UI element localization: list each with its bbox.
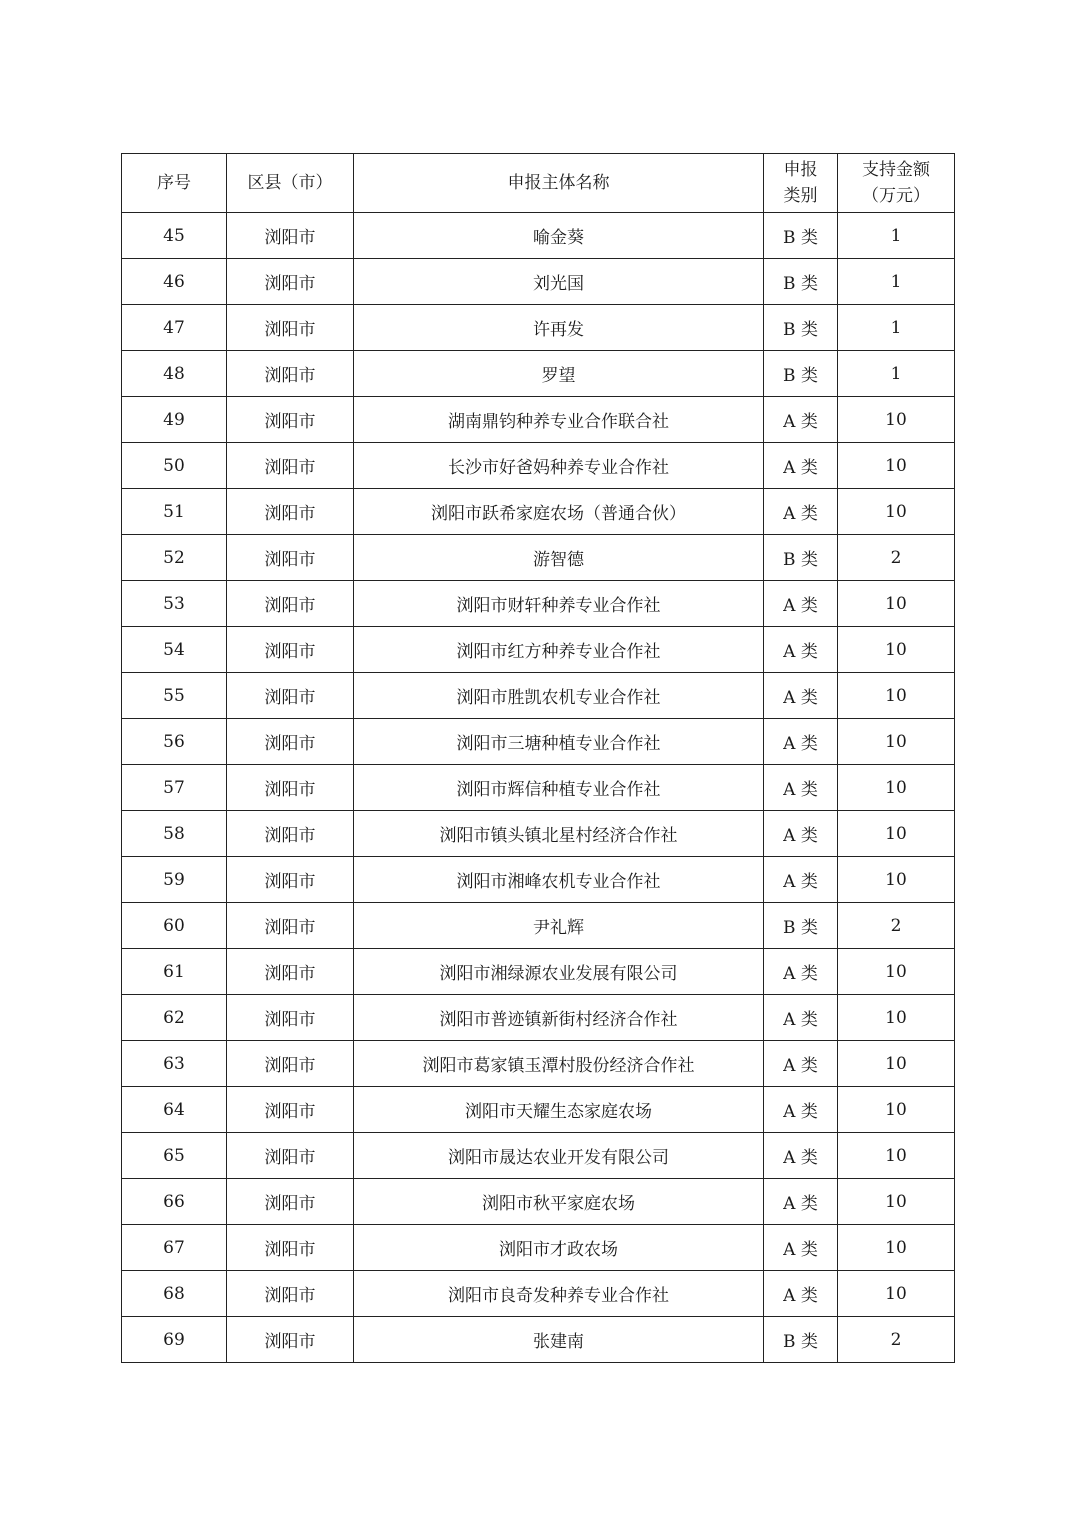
cell-amount: 2 <box>838 903 955 949</box>
cell-county: 浏阳市 <box>227 1133 354 1179</box>
table-row <box>122 259 955 305</box>
cell-no: 57 <box>122 765 227 811</box>
cell-no: 52 <box>122 535 227 581</box>
cell-amount: 1 <box>838 351 955 397</box>
header-county: 区县（市） <box>227 154 354 213</box>
cell-county: 浏阳市 <box>227 719 354 765</box>
cell-category: A 类 <box>764 949 838 995</box>
cell-no: 69 <box>122 1317 227 1363</box>
table-row <box>122 903 955 949</box>
cell-county: 浏阳市 <box>227 1317 354 1363</box>
cell-category: A 类 <box>764 995 838 1041</box>
table-row <box>122 1317 955 1363</box>
header-category-line2: 类别 <box>783 186 818 206</box>
table-row <box>122 627 955 673</box>
cell-county: 浏阳市 <box>227 811 354 857</box>
cell-no: 48 <box>122 351 227 397</box>
cell-category: A 类 <box>764 1041 838 1087</box>
cell-county: 浏阳市 <box>227 305 354 351</box>
cell-no: 59 <box>122 857 227 903</box>
cell-category: B 类 <box>764 535 838 581</box>
table-row <box>122 1225 955 1271</box>
table-row <box>122 995 955 1041</box>
table-row <box>122 949 955 995</box>
cell-amount: 10 <box>838 1179 955 1225</box>
cell-no: 45 <box>122 213 227 259</box>
cell-name: 浏阳市才政农场 <box>354 1225 764 1271</box>
cell-name: 浏阳市晟达农业开发有限公司 <box>354 1133 764 1179</box>
cell-county: 浏阳市 <box>227 397 354 443</box>
cell-name: 尹礼辉 <box>354 903 764 949</box>
cell-no: 62 <box>122 995 227 1041</box>
cell-name: 张建南 <box>354 1317 764 1363</box>
cell-category: A 类 <box>764 443 838 489</box>
cell-name: 浏阳市跃希家庭农场（普通合伙） <box>354 489 764 535</box>
cell-category: A 类 <box>764 397 838 443</box>
cell-category: A 类 <box>764 1225 838 1271</box>
cell-name: 浏阳市湘绿源农业发展有限公司 <box>354 949 764 995</box>
cell-county: 浏阳市 <box>227 259 354 305</box>
cell-name: 许再发 <box>354 305 764 351</box>
table-row <box>122 673 955 719</box>
cell-name: 罗望 <box>354 351 764 397</box>
cell-amount: 10 <box>838 765 955 811</box>
cell-amount: 10 <box>838 397 955 443</box>
cell-no: 68 <box>122 1271 227 1317</box>
cell-no: 58 <box>122 811 227 857</box>
cell-category: A 类 <box>764 1133 838 1179</box>
header-no: 序号 <box>122 154 227 213</box>
cell-amount: 10 <box>838 995 955 1041</box>
header-amount-line1: 支持金额 <box>862 160 930 180</box>
cell-amount: 2 <box>838 1317 955 1363</box>
cell-amount: 1 <box>838 305 955 351</box>
cell-amount: 10 <box>838 1271 955 1317</box>
cell-no: 60 <box>122 903 227 949</box>
cell-name: 浏阳市镇头镇北星村经济合作社 <box>354 811 764 857</box>
cell-county: 浏阳市 <box>227 627 354 673</box>
cell-name: 喻金葵 <box>354 213 764 259</box>
table-row <box>122 443 955 489</box>
cell-county: 浏阳市 <box>227 213 354 259</box>
cell-category: B 类 <box>764 1317 838 1363</box>
cell-no: 49 <box>122 397 227 443</box>
cell-name: 浏阳市湘峰农机专业合作社 <box>354 857 764 903</box>
cell-amount: 10 <box>838 673 955 719</box>
cell-category: A 类 <box>764 857 838 903</box>
table-row <box>122 719 955 765</box>
cell-amount: 10 <box>838 627 955 673</box>
cell-name: 浏阳市天耀生态家庭农场 <box>354 1087 764 1133</box>
cell-no: 67 <box>122 1225 227 1271</box>
cell-county: 浏阳市 <box>227 489 354 535</box>
cell-amount: 1 <box>838 213 955 259</box>
cell-amount: 10 <box>838 949 955 995</box>
table-row <box>122 857 955 903</box>
table-row <box>122 305 955 351</box>
cell-no: 65 <box>122 1133 227 1179</box>
cell-amount: 10 <box>838 581 955 627</box>
cell-name: 湖南鼎钧种养专业合作联合社 <box>354 397 764 443</box>
cell-category: B 类 <box>764 259 838 305</box>
cell-amount: 10 <box>838 811 955 857</box>
header-row <box>122 154 955 213</box>
cell-no: 63 <box>122 1041 227 1087</box>
cell-no: 66 <box>122 1179 227 1225</box>
table-row <box>122 1133 955 1179</box>
table-row <box>122 765 955 811</box>
cell-name: 浏阳市良奇发种养专业合作社 <box>354 1271 764 1317</box>
cell-no: 51 <box>122 489 227 535</box>
cell-county: 浏阳市 <box>227 949 354 995</box>
cell-category: A 类 <box>764 673 838 719</box>
cell-category: A 类 <box>764 627 838 673</box>
cell-name: 浏阳市红方种养专业合作社 <box>354 627 764 673</box>
table-row <box>122 811 955 857</box>
cell-amount: 10 <box>838 1087 955 1133</box>
cell-no: 47 <box>122 305 227 351</box>
table-row <box>122 1041 955 1087</box>
cell-county: 浏阳市 <box>227 1179 354 1225</box>
table-row <box>122 581 955 627</box>
cell-no: 61 <box>122 949 227 995</box>
cell-category: A 类 <box>764 811 838 857</box>
cell-category: B 类 <box>764 351 838 397</box>
cell-no: 46 <box>122 259 227 305</box>
cell-amount: 10 <box>838 443 955 489</box>
cell-name: 浏阳市普迹镇新街村经济合作社 <box>354 995 764 1041</box>
table-row <box>122 213 955 259</box>
cell-name: 浏阳市财轩种养专业合作社 <box>354 581 764 627</box>
cell-name: 游智德 <box>354 535 764 581</box>
cell-county: 浏阳市 <box>227 581 354 627</box>
header-amount <box>838 154 955 213</box>
cell-no: 50 <box>122 443 227 489</box>
table-row <box>122 1179 955 1225</box>
cell-name: 浏阳市辉信种植专业合作社 <box>354 765 764 811</box>
cell-county: 浏阳市 <box>227 535 354 581</box>
table-row <box>122 1087 955 1133</box>
cell-amount: 10 <box>838 1225 955 1271</box>
cell-county: 浏阳市 <box>227 443 354 489</box>
header-category-line1: 申报 <box>783 160 818 180</box>
cell-no: 55 <box>122 673 227 719</box>
table-row <box>122 351 955 397</box>
table-body <box>122 213 955 1363</box>
cell-name: 长沙市好爸妈种养专业合作社 <box>354 443 764 489</box>
cell-category: B 类 <box>764 213 838 259</box>
table-row <box>122 1271 955 1317</box>
cell-name: 浏阳市胜凯农机专业合作社 <box>354 673 764 719</box>
table-row <box>122 397 955 443</box>
cell-amount: 10 <box>838 719 955 765</box>
cell-amount: 10 <box>838 1133 955 1179</box>
cell-category: B 类 <box>764 903 838 949</box>
cell-county: 浏阳市 <box>227 995 354 1041</box>
table-row <box>122 535 955 581</box>
cell-amount: 10 <box>838 857 955 903</box>
subsidy-list-table <box>121 153 955 1363</box>
cell-category: A 类 <box>764 1087 838 1133</box>
cell-county: 浏阳市 <box>227 1271 354 1317</box>
cell-county: 浏阳市 <box>227 1087 354 1133</box>
cell-no: 64 <box>122 1087 227 1133</box>
cell-amount: 1 <box>838 259 955 305</box>
cell-county: 浏阳市 <box>227 1225 354 1271</box>
table-row <box>122 489 955 535</box>
cell-no: 54 <box>122 627 227 673</box>
header-category <box>764 154 838 213</box>
cell-amount: 2 <box>838 535 955 581</box>
cell-name: 浏阳市葛家镇玉潭村股份经济合作社 <box>354 1041 764 1087</box>
cell-no: 56 <box>122 719 227 765</box>
cell-category: A 类 <box>764 765 838 811</box>
cell-county: 浏阳市 <box>227 673 354 719</box>
table-header <box>122 154 955 213</box>
cell-no: 53 <box>122 581 227 627</box>
cell-county: 浏阳市 <box>227 351 354 397</box>
cell-name: 浏阳市秋平家庭农场 <box>354 1179 764 1225</box>
cell-amount: 10 <box>838 1041 955 1087</box>
cell-name: 刘光国 <box>354 259 764 305</box>
cell-category: A 类 <box>764 719 838 765</box>
cell-county: 浏阳市 <box>227 857 354 903</box>
header-amount-line2: （万元） <box>862 186 930 206</box>
cell-category: B 类 <box>764 305 838 351</box>
cell-county: 浏阳市 <box>227 765 354 811</box>
cell-category: A 类 <box>764 1271 838 1317</box>
cell-category: A 类 <box>764 581 838 627</box>
cell-county: 浏阳市 <box>227 903 354 949</box>
cell-amount: 10 <box>838 489 955 535</box>
cell-category: A 类 <box>764 1179 838 1225</box>
cell-category: A 类 <box>764 489 838 535</box>
cell-name: 浏阳市三塘种植专业合作社 <box>354 719 764 765</box>
cell-county: 浏阳市 <box>227 1041 354 1087</box>
header-name: 申报主体名称 <box>354 154 764 213</box>
